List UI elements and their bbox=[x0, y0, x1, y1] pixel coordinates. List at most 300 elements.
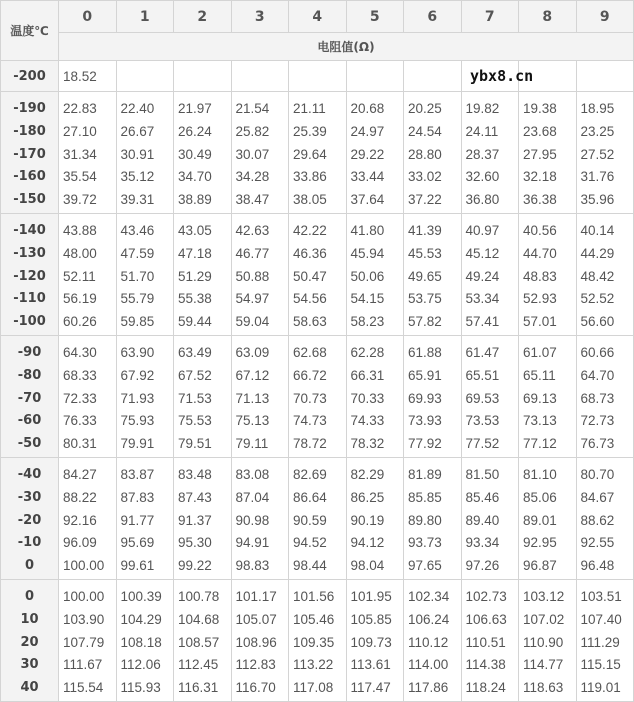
resistance-value: 110.51 bbox=[465, 634, 506, 650]
resistance-cell bbox=[519, 580, 577, 702]
resistance-value: 107.02 bbox=[523, 611, 565, 627]
resistance-cell bbox=[519, 458, 577, 580]
resistance-value: 64.30 bbox=[63, 345, 97, 360]
resistance-cell bbox=[116, 458, 174, 580]
resistance-value: 65.91 bbox=[408, 367, 442, 383]
resistance-value: 77.52 bbox=[465, 436, 500, 452]
temperature-value: -100 bbox=[13, 314, 46, 330]
resistance-value: 86.25 bbox=[350, 489, 385, 505]
resistance-value: 75.53 bbox=[178, 413, 212, 429]
resistance-value: 75.93 bbox=[120, 413, 155, 429]
resistance-value: 32.18 bbox=[523, 169, 557, 185]
resistance-value: 104.29 bbox=[120, 611, 162, 627]
temperature-value: 30 bbox=[20, 657, 39, 673]
resistance-value: 90.59 bbox=[293, 512, 327, 528]
resistance-value: 102.34 bbox=[408, 589, 450, 604]
resistance-cell bbox=[231, 336, 289, 458]
resistance-value: 60.26 bbox=[63, 314, 97, 330]
resistance-value: 102.73 bbox=[465, 589, 507, 604]
resistance-value: 35.96 bbox=[580, 192, 615, 208]
resistance-value: 18.95 bbox=[580, 101, 615, 116]
digit-header: 2 bbox=[174, 1, 232, 33]
resistance-value: 116.70 bbox=[235, 680, 276, 696]
resistance-value: 51.29 bbox=[178, 268, 212, 284]
resistance-value: 31.76 bbox=[580, 169, 615, 185]
resistance-cell bbox=[116, 214, 174, 336]
resistance-cell bbox=[116, 61, 174, 92]
resistance-value: 108.96 bbox=[235, 634, 277, 650]
resistance-cell bbox=[174, 92, 232, 214]
resistance-value: 118.63 bbox=[523, 680, 564, 696]
resistance-cell bbox=[346, 92, 404, 214]
resistance-value: 112.06 bbox=[120, 657, 161, 673]
resistance-cell bbox=[346, 580, 404, 702]
resistance-value: 50.88 bbox=[235, 268, 270, 284]
resistance-value: 89.01 bbox=[523, 512, 557, 528]
resistance-value: 110.90 bbox=[523, 634, 564, 650]
resistance-value: 85.06 bbox=[523, 489, 557, 505]
resistance-cell: 18.52 bbox=[59, 61, 117, 92]
resistance-value: 24.11 bbox=[465, 123, 499, 139]
resistance-value: 103.12 bbox=[523, 589, 565, 604]
resistance-cell bbox=[346, 61, 404, 92]
resistance-value: 87.83 bbox=[120, 489, 155, 505]
resistance-value: 19.38 bbox=[523, 101, 557, 116]
resistance-value: 48.42 bbox=[580, 268, 615, 284]
resistance-cell bbox=[231, 61, 289, 92]
resistance-cell bbox=[461, 458, 519, 580]
resistance-cell bbox=[116, 580, 174, 702]
resistance-value: 44.29 bbox=[580, 245, 615, 261]
resistance-value: 42.63 bbox=[235, 223, 270, 238]
resistance-value: 24.97 bbox=[350, 123, 385, 139]
digit-header: 6 bbox=[404, 1, 462, 33]
resistance-value: 87.04 bbox=[235, 489, 270, 505]
digit-header: 5 bbox=[346, 1, 404, 33]
resistance-value: 99.61 bbox=[120, 558, 155, 574]
resistance-cell bbox=[59, 580, 117, 702]
resistance-value: 26.67 bbox=[120, 123, 155, 139]
resistance-value: 44.70 bbox=[523, 245, 557, 261]
table-row-group bbox=[1, 214, 634, 336]
resistance-value: 45.12 bbox=[465, 245, 500, 261]
resistance-value: 72.33 bbox=[63, 390, 97, 406]
resistance-value: 91.77 bbox=[120, 512, 155, 528]
resistance-value: 117.86 bbox=[408, 680, 449, 696]
resistance-value: 66.31 bbox=[350, 367, 385, 383]
resistance-value: 50.06 bbox=[350, 268, 385, 284]
resistance-cell bbox=[461, 214, 519, 336]
resistance-value: 100.00 bbox=[63, 589, 105, 604]
resistance-value: 54.56 bbox=[293, 291, 327, 307]
resistance-value: 114.77 bbox=[523, 657, 564, 673]
temperature-value: -150 bbox=[13, 192, 46, 208]
resistance-cell bbox=[461, 336, 519, 458]
resistance-cell bbox=[461, 92, 519, 214]
resistance-cell bbox=[289, 580, 347, 702]
resistance-value: 23.25 bbox=[580, 123, 615, 139]
resistance-cell bbox=[289, 336, 347, 458]
resistance-value: 90.19 bbox=[350, 512, 385, 528]
digit-header: 1 bbox=[116, 1, 174, 33]
resistance-value: 37.64 bbox=[350, 192, 385, 208]
resistance-header: 电阻值(Ω) bbox=[59, 33, 634, 61]
resistance-value: 73.93 bbox=[408, 413, 442, 429]
resistance-cell bbox=[346, 336, 404, 458]
resistance-value: 75.13 bbox=[235, 413, 270, 429]
resistance-value: 96.87 bbox=[523, 558, 557, 574]
resistance-value: 105.85 bbox=[350, 611, 392, 627]
resistance-cell bbox=[404, 61, 462, 92]
resistance-value: 83.08 bbox=[235, 467, 270, 482]
resistance-value: 52.93 bbox=[523, 291, 557, 307]
table-body bbox=[1, 61, 634, 702]
resistance-value: 21.54 bbox=[235, 101, 270, 116]
resistance-value: 57.82 bbox=[408, 314, 442, 330]
resistance-value: 29.64 bbox=[293, 146, 327, 162]
resistance-value: 30.49 bbox=[178, 146, 212, 162]
resistance-value: 38.05 bbox=[293, 192, 327, 208]
resistance-cell bbox=[174, 214, 232, 336]
resistance-value: 83.48 bbox=[178, 467, 212, 482]
resistance-value: 53.34 bbox=[465, 291, 500, 307]
temperature-value: 40 bbox=[20, 680, 39, 696]
temperature-value: 20 bbox=[20, 634, 39, 650]
resistance-cell bbox=[576, 92, 634, 214]
resistance-value: 103.90 bbox=[63, 611, 105, 627]
resistance-value: 36.38 bbox=[523, 192, 557, 208]
temperature-value: -190 bbox=[13, 101, 46, 116]
resistance-value: 60.66 bbox=[580, 345, 615, 360]
resistance-value: 40.14 bbox=[580, 223, 615, 238]
resistance-value: 28.80 bbox=[408, 146, 442, 162]
resistance-value: 61.88 bbox=[408, 345, 442, 360]
resistance-cell bbox=[519, 336, 577, 458]
resistance-value: 56.19 bbox=[63, 291, 97, 307]
resistance-value: 81.89 bbox=[408, 467, 442, 482]
resistance-value: 27.10 bbox=[63, 123, 97, 139]
resistance-value: 65.51 bbox=[465, 367, 500, 383]
resistance-value: 63.49 bbox=[178, 345, 212, 360]
resistance-value: 43.05 bbox=[178, 223, 212, 238]
temperature-value: -120 bbox=[13, 268, 46, 284]
temperature-value: -10 bbox=[17, 535, 42, 551]
resistance-value: 114.00 bbox=[408, 657, 449, 673]
resistance-value: 59.85 bbox=[120, 314, 155, 330]
resistance-value: 40.56 bbox=[523, 223, 557, 238]
resistance-value: 110.12 bbox=[408, 634, 449, 650]
resistance-value: 91.37 bbox=[178, 512, 212, 528]
temperature-value: -70 bbox=[17, 390, 42, 406]
resistance-value: 63.90 bbox=[120, 345, 155, 360]
resistance-value: 93.73 bbox=[408, 535, 442, 551]
resistance-value: 88.62 bbox=[580, 512, 615, 528]
resistance-value: 22.83 bbox=[63, 101, 97, 116]
resistance-value: 76.33 bbox=[63, 413, 97, 429]
resistance-value: 81.10 bbox=[523, 467, 557, 482]
resistance-cell bbox=[59, 458, 117, 580]
resistance-cell bbox=[576, 336, 634, 458]
resistance-value: 98.83 bbox=[235, 558, 270, 574]
resistance-value: 101.56 bbox=[293, 589, 335, 604]
resistance-value: 88.22 bbox=[63, 489, 97, 505]
resistance-value: 64.70 bbox=[580, 367, 615, 383]
table-row bbox=[1, 61, 634, 92]
resistance-cell bbox=[289, 92, 347, 214]
resistance-value: 106.63 bbox=[465, 611, 507, 627]
resistance-cell bbox=[404, 458, 462, 580]
resistance-value: 63.09 bbox=[235, 345, 270, 360]
resistance-value: 54.15 bbox=[350, 291, 385, 307]
resistance-value: 108.57 bbox=[178, 634, 220, 650]
resistance-value: 42.22 bbox=[293, 223, 327, 238]
resistance-value: 26.24 bbox=[178, 123, 212, 139]
resistance-value: 100.78 bbox=[178, 589, 220, 604]
temperature-value: -30 bbox=[17, 489, 42, 505]
resistance-value: 107.79 bbox=[63, 634, 105, 650]
resistance-value: 73.53 bbox=[465, 413, 500, 429]
resistance-value: 69.53 bbox=[465, 390, 500, 406]
resistance-value: 49.65 bbox=[408, 268, 442, 284]
temperature-cell bbox=[1, 336, 59, 458]
resistance-value: 114.38 bbox=[465, 657, 506, 673]
resistance-value: 117.47 bbox=[350, 680, 391, 696]
resistance-value: 41.39 bbox=[408, 223, 442, 238]
resistance-value: 29.22 bbox=[350, 146, 385, 162]
resistance-value: 118.24 bbox=[465, 680, 506, 696]
resistance-value: 103.51 bbox=[580, 589, 622, 604]
resistance-cell bbox=[174, 336, 232, 458]
digit-header: 7 bbox=[461, 1, 519, 33]
resistance-value: 100.39 bbox=[120, 589, 162, 604]
resistance-value: 69.93 bbox=[408, 390, 442, 406]
resistance-value: 82.29 bbox=[350, 467, 385, 482]
resistance-value: 84.67 bbox=[580, 489, 615, 505]
digit-header: 3 bbox=[231, 1, 289, 33]
resistance-value: 107.40 bbox=[580, 611, 622, 627]
resistance-value: 115.54 bbox=[63, 680, 104, 696]
header-row bbox=[1, 1, 634, 33]
resistance-value: 73.13 bbox=[523, 413, 557, 429]
watermark: ybx8.cn bbox=[470, 67, 534, 85]
resistance-value: 111.29 bbox=[580, 634, 620, 650]
resistance-cell bbox=[404, 336, 462, 458]
resistance-value: 54.97 bbox=[235, 291, 270, 307]
resistance-value: 74.73 bbox=[293, 413, 327, 429]
resistance-value: 71.13 bbox=[235, 390, 270, 406]
resistance-value: 45.94 bbox=[350, 245, 385, 261]
resistance-value: 34.70 bbox=[178, 169, 212, 185]
resistance-value: 59.44 bbox=[178, 314, 212, 330]
resistance-cell bbox=[231, 580, 289, 702]
resistance-value: 52.11 bbox=[63, 268, 96, 284]
resistance-value: 94.91 bbox=[235, 535, 270, 551]
resistance-cell bbox=[116, 92, 174, 214]
resistance-value: 92.16 bbox=[63, 512, 97, 528]
resistance-value: 85.85 bbox=[408, 489, 442, 505]
resistance-cell bbox=[519, 92, 577, 214]
resistance-value: 24.54 bbox=[408, 123, 442, 139]
temperature-cell bbox=[1, 458, 59, 580]
table-row-group bbox=[1, 580, 634, 702]
resistance-cell bbox=[231, 458, 289, 580]
temperature-value: -80 bbox=[17, 367, 42, 383]
resistance-cell bbox=[576, 580, 634, 702]
resistance-value: 65.11 bbox=[523, 367, 556, 383]
resistance-value: 48.00 bbox=[63, 245, 97, 261]
resistance-value: 39.72 bbox=[63, 192, 97, 208]
resistance-value: 68.73 bbox=[580, 390, 615, 406]
resistance-value: 71.53 bbox=[178, 390, 212, 406]
resistance-value: 95.30 bbox=[178, 535, 212, 551]
resistance-value: 31.34 bbox=[63, 146, 97, 162]
resistance-value: 58.23 bbox=[350, 314, 385, 330]
resistance-value: 46.77 bbox=[235, 245, 270, 261]
resistance-value: 69.13 bbox=[523, 390, 557, 406]
resistance-value: 92.95 bbox=[523, 535, 557, 551]
resistance-value: 21.11 bbox=[293, 101, 326, 116]
resistance-cell bbox=[289, 61, 347, 92]
resistance-value: 21.97 bbox=[178, 101, 212, 116]
resistance-value: 108.18 bbox=[120, 634, 162, 650]
resistance-value: 94.12 bbox=[350, 535, 385, 551]
resistance-value: 92.55 bbox=[580, 535, 615, 551]
resistance-value: 98.44 bbox=[293, 558, 327, 574]
resistance-value: 41.80 bbox=[350, 223, 385, 238]
resistance-cell bbox=[576, 458, 634, 580]
resistance-value: 33.44 bbox=[350, 169, 385, 185]
temperature-value: -140 bbox=[13, 223, 46, 238]
resistance-value: 76.73 bbox=[580, 436, 615, 452]
resistance-value: 99.22 bbox=[178, 558, 212, 574]
resistance-value: 43.46 bbox=[120, 223, 155, 238]
table-row-group bbox=[1, 458, 634, 580]
resistance-cell bbox=[404, 580, 462, 702]
resistance-value: 90.98 bbox=[235, 512, 270, 528]
resistance-cell bbox=[461, 580, 519, 702]
resistance-value: 30.91 bbox=[120, 146, 155, 162]
resistance-value: 113.61 bbox=[350, 657, 391, 673]
resistance-value: 58.63 bbox=[293, 314, 327, 330]
resistance-cell bbox=[59, 92, 117, 214]
temperature-value: -20 bbox=[17, 512, 42, 528]
resistance-value: 83.87 bbox=[120, 467, 155, 482]
resistance-value: 67.52 bbox=[178, 367, 212, 383]
resistance-value: 79.91 bbox=[120, 436, 155, 452]
resistance-value: 67.12 bbox=[235, 367, 270, 383]
resistance-value: 78.72 bbox=[293, 436, 327, 452]
resistance-value: 34.28 bbox=[235, 169, 270, 185]
resistance-value: 40.97 bbox=[465, 223, 500, 238]
resistance-value: 82.69 bbox=[293, 467, 327, 482]
resistance-value: 30.07 bbox=[235, 146, 270, 162]
resistance-value: 116.31 bbox=[178, 680, 219, 696]
resistance-value: 59.04 bbox=[235, 314, 270, 330]
resistance-value: 84.27 bbox=[63, 467, 97, 482]
resistance-cell bbox=[404, 92, 462, 214]
resistance-cell bbox=[289, 458, 347, 580]
resistance-value: 77.92 bbox=[408, 436, 442, 452]
resistance-value: 77.12 bbox=[523, 436, 557, 452]
resistance-value: 20.68 bbox=[350, 101, 385, 116]
resistance-cell bbox=[59, 336, 117, 458]
resistance-value: 80.70 bbox=[580, 467, 615, 482]
resistance-value: 49.24 bbox=[465, 268, 500, 284]
resistance-value: 25.39 bbox=[293, 123, 327, 139]
resistance-value: 87.43 bbox=[178, 489, 212, 505]
temperature-value: 10 bbox=[20, 611, 39, 627]
temperature-value: -170 bbox=[13, 146, 46, 162]
resistance-cell bbox=[404, 214, 462, 336]
resistance-value: 62.28 bbox=[350, 345, 385, 360]
temperature-value: 0 bbox=[24, 589, 35, 604]
resistance-cell bbox=[174, 580, 232, 702]
resistance-cell bbox=[576, 214, 634, 336]
table-row-group bbox=[1, 92, 634, 214]
resistance-value: 61.47 bbox=[465, 345, 500, 360]
temperature-cell bbox=[1, 92, 59, 214]
resistance-value: 109.35 bbox=[293, 634, 335, 650]
resistance-value: 119.01 bbox=[580, 680, 621, 696]
temperature-value: -130 bbox=[13, 245, 46, 261]
temperature-value: 0 bbox=[24, 558, 35, 574]
resistance-value: 55.38 bbox=[178, 291, 212, 307]
resistance-value: 89.40 bbox=[465, 512, 500, 528]
resistance-value: 85.46 bbox=[465, 489, 500, 505]
resistance-value: 104.68 bbox=[178, 611, 220, 627]
resistance-value: 35.12 bbox=[120, 169, 155, 185]
resistance-value: 47.59 bbox=[120, 245, 155, 261]
temperature-value: -180 bbox=[13, 123, 46, 139]
digit-header: 8 bbox=[519, 1, 577, 33]
resistance-value: 97.26 bbox=[465, 558, 500, 574]
resistance-value: 32.60 bbox=[465, 169, 500, 185]
resistance-value: 72.73 bbox=[580, 413, 615, 429]
resistance-value: 81.50 bbox=[465, 467, 500, 482]
resistance-cell bbox=[289, 214, 347, 336]
resistance-value: 78.32 bbox=[350, 436, 385, 452]
resistance-value: 22.40 bbox=[120, 101, 155, 116]
resistance-value: 112.45 bbox=[178, 657, 219, 673]
resistance-value: 70.33 bbox=[350, 390, 385, 406]
resistance-cell bbox=[174, 458, 232, 580]
resistance-value: 96.48 bbox=[580, 558, 615, 574]
resistance-value: 95.69 bbox=[120, 535, 155, 551]
resistance-value: 48.83 bbox=[523, 268, 557, 284]
resistance-cell bbox=[519, 214, 577, 336]
resistance-value: 79.11 bbox=[235, 436, 269, 452]
resistance-value: 43.88 bbox=[63, 223, 97, 238]
resistance-value: 50.47 bbox=[293, 268, 327, 284]
resistance-value: 38.89 bbox=[178, 192, 212, 208]
temperature-value: -90 bbox=[17, 345, 42, 360]
resistance-value: 101.95 bbox=[350, 589, 392, 604]
resistance-value: 57.41 bbox=[465, 314, 500, 330]
resistance-value: 97.65 bbox=[408, 558, 442, 574]
digit-header: 4 bbox=[289, 1, 347, 33]
resistance-value: 27.52 bbox=[580, 146, 615, 162]
resistance-value: 25.82 bbox=[235, 123, 270, 139]
resistance-value: 93.34 bbox=[465, 535, 500, 551]
resistance-value: 67.92 bbox=[120, 367, 155, 383]
resistance-value: 79.51 bbox=[178, 436, 212, 452]
resistance-cell bbox=[346, 214, 404, 336]
resistance-value: 105.46 bbox=[293, 611, 335, 627]
resistance-cell bbox=[231, 92, 289, 214]
resistance-value: 66.72 bbox=[293, 367, 327, 383]
resistance-value: 35.54 bbox=[63, 169, 97, 185]
resistance-value: 112.83 bbox=[235, 657, 276, 673]
